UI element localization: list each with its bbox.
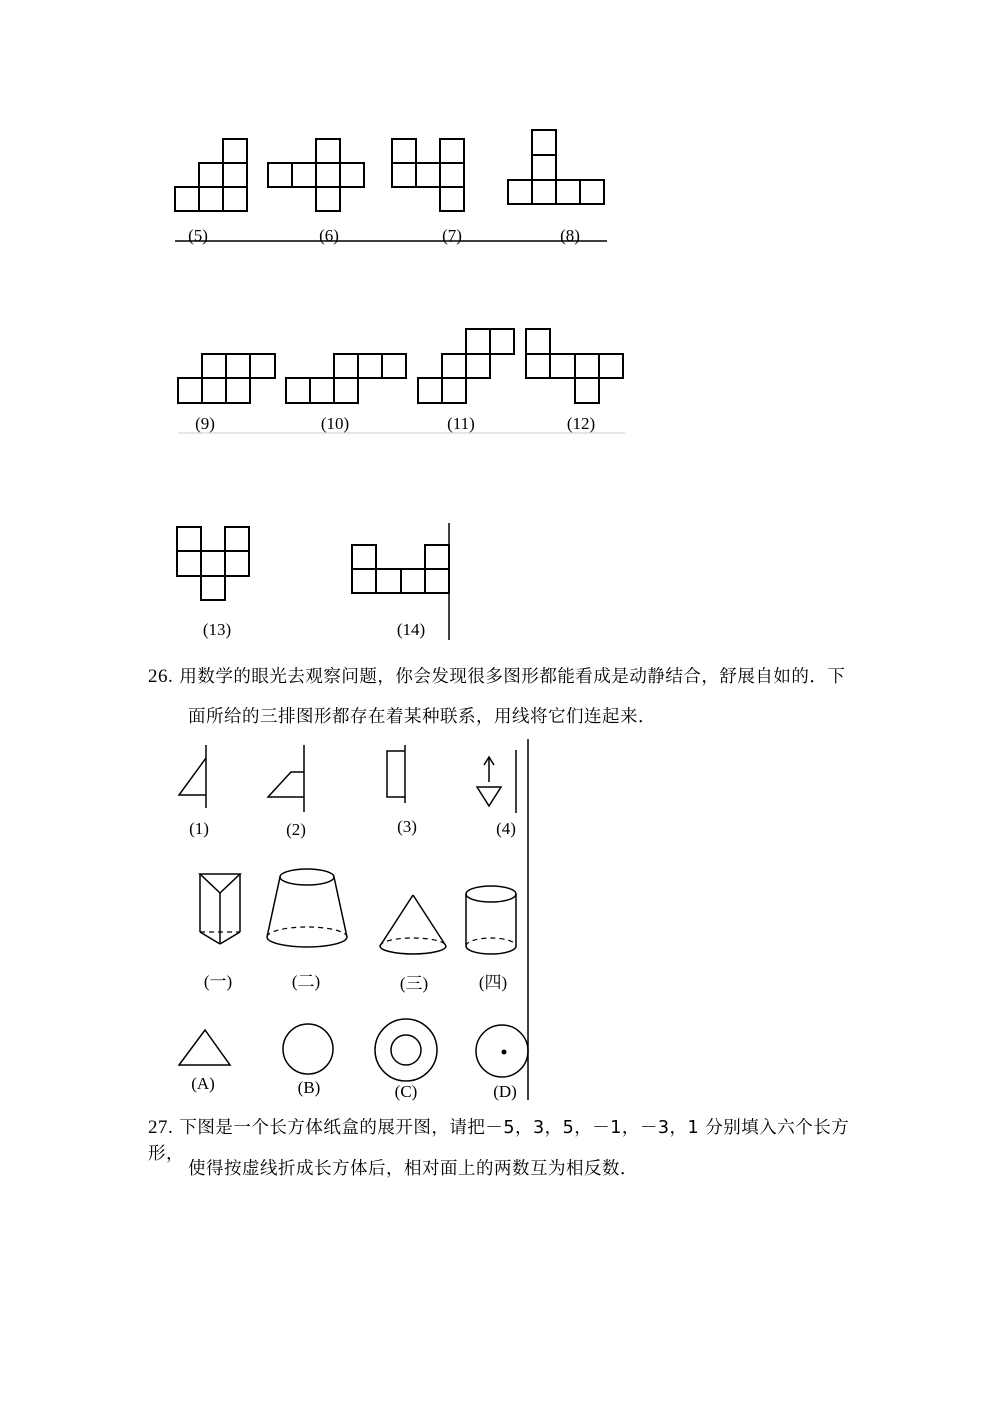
solid-cone: [380, 895, 446, 954]
label-view-A: (A): [191, 1074, 215, 1093]
label-rotation-1: (1): [189, 819, 209, 838]
solid-frustum: [267, 869, 347, 947]
solid-triangular-prism: [200, 874, 240, 944]
label-solid-1: (一): [203, 972, 233, 991]
label-rotation-3: (3): [397, 817, 417, 836]
question-27-number: 27.: [148, 1117, 174, 1138]
label-solid-2: (二): [291, 972, 321, 991]
view-circle-with-dot: [476, 1025, 528, 1077]
rotation-figure-3: [387, 745, 405, 803]
rotation-figure-2: [268, 745, 304, 812]
question-27-line2: 使得按虚线折成长方体后，相对面上的两数互为相反数．: [188, 1159, 638, 1179]
label-solid-4: (四): [478, 973, 508, 992]
label-net-13: (13): [202, 620, 232, 639]
label-rotation-2: (2): [286, 820, 306, 839]
rotation-figure-1: [179, 745, 206, 808]
label-net-5: (5): [188, 226, 208, 245]
label-view-D: (D): [493, 1082, 517, 1101]
label-net-10: (10): [320, 414, 350, 433]
question-26-number: 26.: [148, 666, 174, 687]
label-net-7: (7): [442, 226, 462, 245]
label-view-B: (B): [297, 1078, 321, 1097]
label-net-6: (6): [319, 226, 339, 245]
label-net-14: (14): [396, 620, 426, 639]
view-triangle: [179, 1030, 230, 1065]
label-net-12: (12): [566, 414, 596, 433]
question-26-text1: 用数学的眼光去观察问题，你会发现很多图形都能看成是动静结合，舒展自如的．下: [179, 667, 846, 687]
solid-cylinder: [466, 886, 516, 954]
label-view-C: (C): [394, 1082, 418, 1101]
view-circle: [283, 1024, 333, 1074]
question-27-text1: 下图是一个长方体纸盒的展开图，请把－5，3，5，－1，－3，1 分别填入六个长方形，: [148, 1118, 850, 1164]
label-solid-3: (三): [399, 974, 429, 993]
label-net-8: (8): [560, 226, 580, 245]
view-concentric-circles: [375, 1019, 437, 1081]
label-rotation-4: (4): [496, 819, 516, 838]
label-net-9: (9): [195, 414, 215, 433]
label-net-11: (11): [447, 414, 475, 433]
question-26-line2: 面所给的三排图形都存在着某种联系，用线将它们连起来．: [188, 707, 656, 727]
rotation-figure-4: [477, 750, 516, 813]
